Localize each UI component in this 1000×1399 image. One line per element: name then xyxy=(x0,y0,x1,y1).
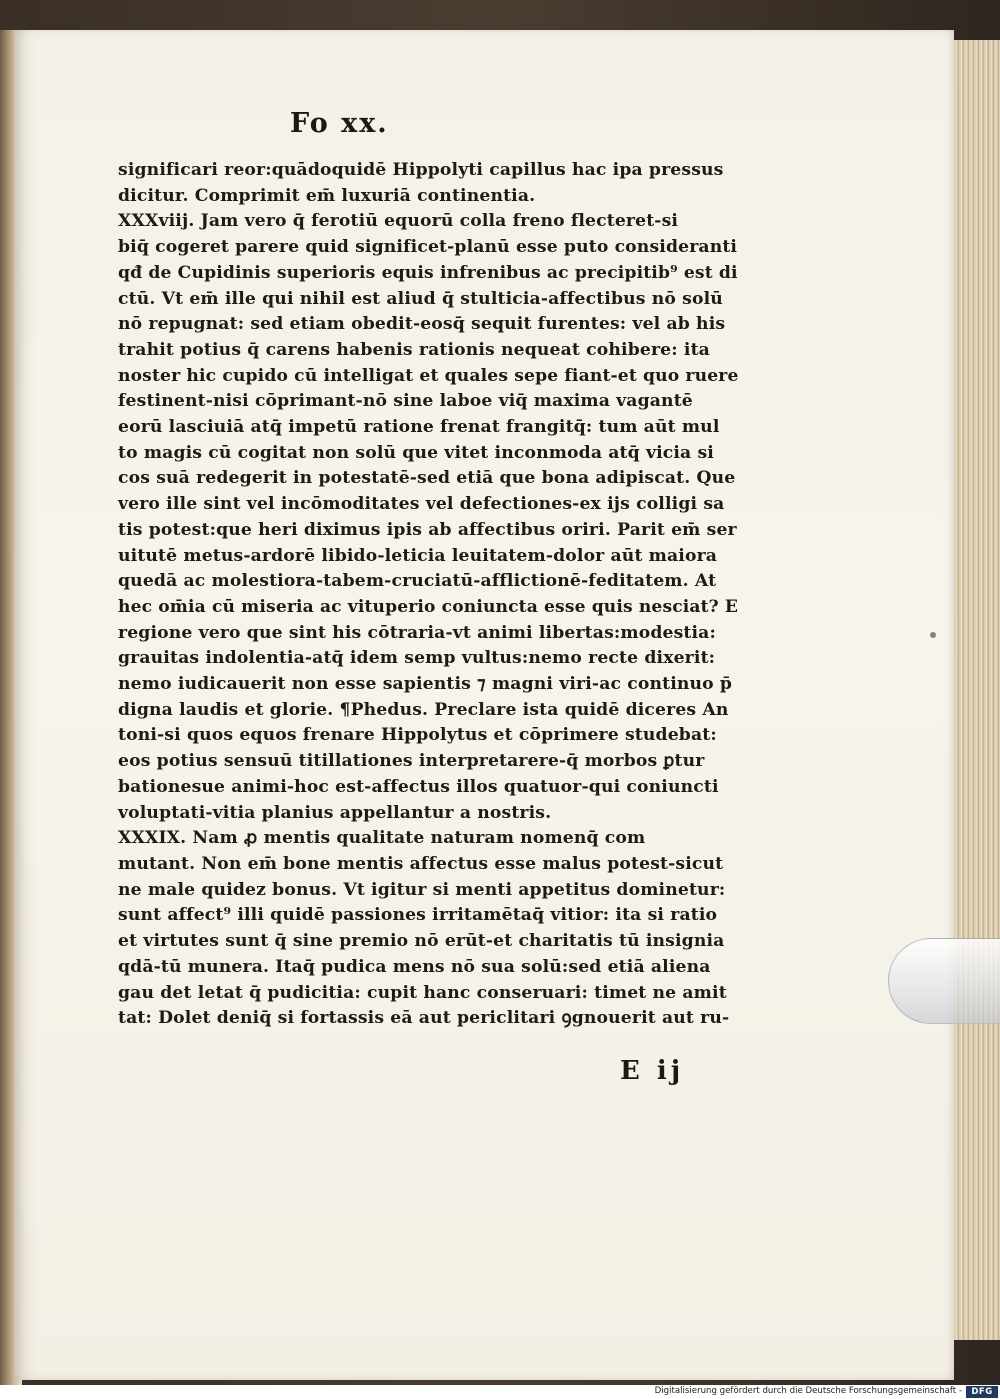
text-line: cos suā redegerit in potestatē-sed etiā que bona adipiscat. Que xyxy=(118,468,736,489)
text-line: regione vero que sint his cōtraria-vt animi libertas:modestia: xyxy=(118,622,716,643)
page-edges xyxy=(950,40,1000,1340)
text-line: dicitur. Comprimit em̄ luxuriā continentia. xyxy=(118,185,536,206)
signature-mark: E ij xyxy=(620,1056,685,1086)
text-line: mutant. Non em̄ bone mentis affectus esse malus potest-sicut xyxy=(118,853,724,874)
text-line: nō repugnat: sed etiam obedit-eosq̄ sequit furentes: vel ab his xyxy=(118,314,726,335)
text-line: ctū. Vt em̄ ille qui nihil est aliud q̄ stulticia-affectibus nō solū xyxy=(118,288,723,309)
text-line: uitutē metus-ardorē libido-leticia leuitatem-dolor aūt maiora xyxy=(118,545,718,566)
text-line: festinent-nisi cōprimant-nō sine laboe viq̄ maxima vagantē xyxy=(118,391,693,412)
text-line: vero ille sint vel incōmoditates vel defectiones-ex ijs colligi sa xyxy=(118,494,725,515)
text-line: eos potius sensuū titillationes interpretarere-q̄ morbos ꝑtur xyxy=(118,751,705,772)
text-line: bationesue animi-hoc est-affectus illos quatuor-qui coniuncti xyxy=(118,776,719,797)
text-line: sunt affect⁹ illi quidē passiones irritamētaq̄ vitior: ita si ratio xyxy=(118,905,718,926)
text-line: eorū lasciuiā atq̄ impetū ratione frenat frangitq̄: tum aūt mul xyxy=(118,417,720,438)
dfg-logo: DFG xyxy=(966,1386,998,1398)
text-line: qdā-tū munera. Itaq̄ pudica mens nō sua solū:sed etiā aliena xyxy=(118,956,711,977)
page-hole xyxy=(930,632,936,638)
text-line: tis potest:que heri diximus ipis ab affectibus oriri. Parit em̄ ser xyxy=(118,519,737,540)
book-clip xyxy=(888,938,1000,1024)
text-line: et virtutes sunt q̄ sine premio nō erūt-et charitatis tū insignia xyxy=(118,931,725,952)
folio-number: Fo xx. xyxy=(290,108,389,139)
text-line: biq̄ cogeret parere quid significet-planū esse puto consideranti xyxy=(118,237,738,258)
text-line: gau det letat q̄ pudicitia: cupit hanc conseruari: timet ne amit xyxy=(118,982,727,1003)
text-line: toni-si quos equos frenare Hippolytus et cōprimere studebat: xyxy=(118,725,717,746)
text-line: nemo iudicauerit non esse sapientis ⁊ magni viri-ac continuo p̄ xyxy=(118,674,733,695)
text-line: significari reor:quādoquidē Hippolyti capillus hac ipa pressus xyxy=(118,160,724,180)
text-block xyxy=(118,158,738,1032)
text-line: ne male quidez bonus. Vt igitur si menti appetitus dominetur: xyxy=(118,879,726,900)
text-line: quedā ac molestiora-tabem-cruciatū-afflictionē-feditatem. At xyxy=(118,571,717,592)
text-line: hec om̄ia cū miseria ac vituperio coniuncta esse quis nesciat? E xyxy=(118,596,739,617)
text-line: qđ de Cupidinis superioris equis infrenibus ac precipitib⁹ est di xyxy=(118,262,738,283)
text-line: digna laudis et glorie. ¶Phedus. Preclare ista quidē diceres An xyxy=(118,699,729,720)
text-line: noster hic cupido cū intelligat et quales sepe fiant-et quo ruere xyxy=(118,365,739,386)
text-line: to magis cū cogitat non solū que vitet inconmoda atq̄ vicia si xyxy=(118,442,714,463)
text-line: trahit potius q̄ carens habenis rationis nequeat cohibere: ita xyxy=(118,339,710,360)
text-line: voluptati-vitia planius appellantur a nostris. xyxy=(118,802,552,823)
text-line: XXXIX. Nam ꝓ mentis qualitate naturam nomenq̄ com xyxy=(118,828,646,849)
text-line: XXXviij. Jam vero q̄ ferotiū equorū colla freno flecteret-si xyxy=(118,211,679,232)
footer-credit: Digitalisierung gefördert durch die Deutsche Forschungsgemeinschaft - xyxy=(654,1386,962,1396)
text-line: tat: Dolet deniq̄ si fortassis eā aut periclitari ꝯgnouerit aut ru- xyxy=(118,1008,730,1029)
text-line: grauitas indolentia-atq̄ idem semp vultus:nemo recte dixerit: xyxy=(118,648,716,669)
